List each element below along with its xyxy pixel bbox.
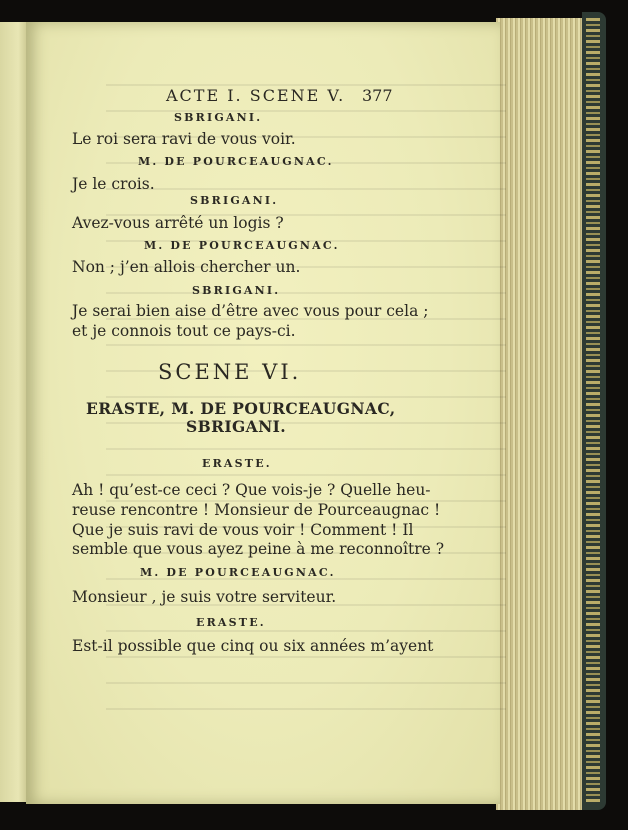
dialogue-line: Monsieur , je suis votre serviteur. xyxy=(72,588,337,606)
speaker-eraste: ERASTE. xyxy=(202,457,272,470)
left-page-edge xyxy=(0,22,27,802)
running-head: ACTE I. SCENE V. xyxy=(166,86,346,105)
dialogue-line: Je serai bien aise d’être avec vous pour cela ; xyxy=(72,302,429,320)
book-page xyxy=(26,22,500,804)
dialogue-line: reuse rencontre ! Monsieur de Pourceaugnac ! xyxy=(72,501,441,519)
dialogue-line: Avez-vous arrêté un logis ? xyxy=(72,214,284,232)
scene-heading: SCENE VI. xyxy=(158,360,302,384)
dialogue-line: Le roi sera ravi de vous voir. xyxy=(72,130,296,148)
scene-cast: SBRIGANI. xyxy=(186,417,287,436)
dialogue-line: Que je suis ravi de vous voir ! Comment ! Il xyxy=(72,521,414,539)
page-block-fore-edge xyxy=(496,18,588,810)
speaker-pourceaugnac: M. DE POURCEAUGNAC. xyxy=(138,155,334,168)
dialogue-line: et je connois tout ce pays-ci. xyxy=(72,322,296,340)
speaker-sbrigani: SBRIGANI. xyxy=(174,111,263,124)
speaker-pourceaugnac: M. DE POURCEAUGNAC. xyxy=(140,566,336,579)
dialogue-line: Non ; j’en allois chercher un. xyxy=(72,258,301,276)
dialogue-line: Ah ! qu’est-ce ceci ? Que vois-je ? Quelle heu- xyxy=(72,481,431,499)
speaker-sbrigani: SBRIGANI. xyxy=(190,194,279,207)
page-number: 377 xyxy=(362,86,393,105)
speaker-eraste: ERASTE. xyxy=(196,616,266,629)
speaker-pourceaugnac: M. DE POURCEAUGNAC. xyxy=(144,239,340,252)
dialogue-line: Est-il possible que cinq ou six années m’ayent xyxy=(72,637,434,655)
speaker-sbrigani: SBRIGANI. xyxy=(192,284,281,297)
cover-border-ornament xyxy=(586,18,600,804)
dialogue-line: Je le crois. xyxy=(72,175,155,193)
dialogue-line: semble que vous ayez peine à me reconnoître ? xyxy=(72,540,445,558)
book-cover xyxy=(582,12,606,810)
scene-cast: ERASTE, M. DE POURCEAUGNAC, xyxy=(86,399,396,418)
